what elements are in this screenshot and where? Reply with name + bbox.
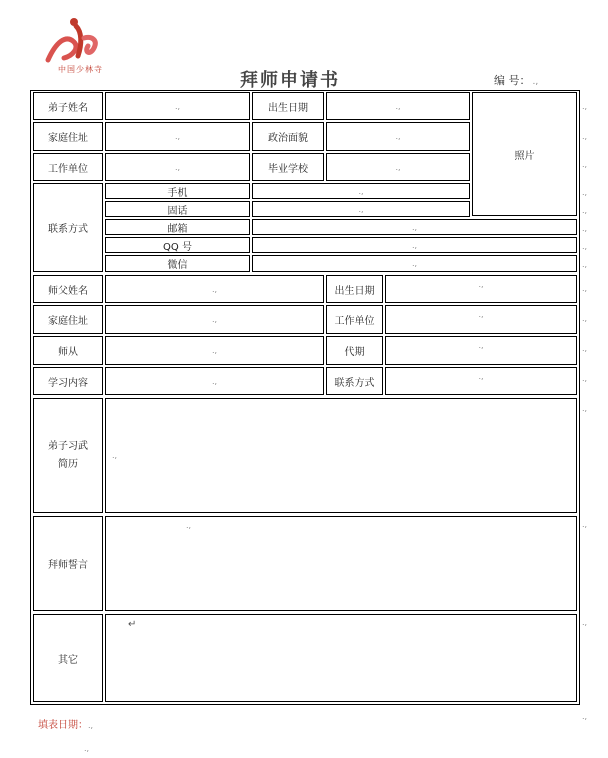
master-from-input[interactable]: ., — [105, 336, 324, 365]
master-birth-label: 出生日期 — [326, 275, 383, 303]
disciple-work-input[interactable]: ., — [105, 153, 250, 181]
contact-email-label: 邮箱 — [105, 219, 250, 235]
master-name-label: 师父姓名 — [33, 275, 103, 303]
row-end-mark: ., — [582, 618, 588, 627]
serial-blank: ., — [532, 77, 539, 87]
master-work-input[interactable]: ., — [385, 305, 577, 334]
row-end-mark: ., — [582, 284, 588, 293]
disciple-name-label: 弟子姓名 — [33, 92, 103, 120]
row-end-mark: ., — [582, 404, 588, 413]
contact-landline-input[interactable]: ., — [252, 201, 470, 217]
row-end-mark: ., — [582, 344, 588, 353]
disciple-name-input[interactable]: ., — [105, 92, 250, 120]
row-end-mark: ., — [582, 520, 588, 529]
row-end-mark: ., — [582, 712, 588, 721]
contact-email-input[interactable]: ., — [252, 219, 577, 235]
row-end-mark: ., — [582, 224, 588, 233]
row-end-mark: ., — [582, 242, 588, 251]
page-title: 拜师申请书 — [240, 70, 340, 91]
photo-box[interactable] — [472, 92, 577, 216]
oath-label: 拜师誓言 — [33, 516, 103, 611]
disciple-birth-label: 出生日期 — [252, 92, 324, 120]
other-label: 其它 — [33, 614, 103, 702]
paragraph-end-mark: ., — [84, 744, 90, 753]
serial-number-field[interactable] — [494, 72, 538, 88]
disciple-address-label: 家庭住址 — [33, 122, 103, 151]
training-history-input[interactable]: ., — [105, 398, 577, 513]
disciple-politics-label: 政治面貌 — [252, 122, 324, 151]
master-contact-label: 联系方式 — [326, 367, 383, 395]
row-end-mark: ., — [582, 206, 588, 215]
paragraph-mark-icon: ↵ — [128, 619, 137, 630]
master-birth-input[interactable]: ., — [385, 275, 577, 303]
row-end-mark: ., — [582, 260, 588, 269]
row-end-mark: ., — [582, 314, 588, 323]
master-name-input[interactable]: ., — [105, 275, 324, 303]
oath-input[interactable]: ., — [105, 516, 577, 611]
training-history-label-line2: 简历 — [58, 458, 78, 470]
contact-qq-input[interactable]: ., — [252, 237, 577, 253]
contact-wechat-label: 微信 — [105, 255, 250, 272]
disciple-address-input[interactable]: ., — [105, 122, 250, 151]
training-history-label — [33, 398, 103, 513]
disciple-school-label: 毕业学校 — [252, 153, 324, 181]
disciple-school-input[interactable]: ., — [326, 153, 470, 181]
study-content-input[interactable]: ., — [105, 367, 324, 395]
serial-label: 编 号： — [494, 74, 531, 87]
master-address-input[interactable]: ., — [105, 305, 324, 334]
master-work-label: 工作单位 — [326, 305, 383, 334]
contact-mobile-input[interactable]: ., — [252, 183, 470, 199]
master-generation-label: 代期 — [326, 336, 383, 365]
training-history-label-line1: 弟子习武 — [48, 440, 88, 452]
master-address-label: 家庭住址 — [33, 305, 103, 334]
logo-caption: 中国少林寺 — [58, 65, 103, 74]
master-contact-input[interactable]: ., — [385, 367, 577, 395]
row-end-mark: ., — [582, 132, 588, 141]
master-from-label: 师从 — [33, 336, 103, 365]
contact-wechat-input[interactable]: ., — [252, 255, 577, 272]
contact-qq-label: QQ 号 — [105, 237, 250, 253]
other-input[interactable] — [105, 614, 577, 702]
fill-date-blank: ., — [88, 721, 94, 730]
disciple-work-label: 工作单位 — [33, 153, 103, 181]
row-end-mark: ., — [582, 160, 588, 169]
study-content-label: 学习内容 — [33, 367, 103, 395]
contact-mobile-label: 手机 — [105, 183, 250, 199]
photo-label: 照片 — [514, 150, 535, 162]
disciple-contact-label: 联系方式 — [33, 183, 103, 272]
disciple-birth-input[interactable]: ., — [326, 92, 470, 120]
fill-date-field[interactable] — [38, 716, 93, 731]
fill-date-label: 填表日期： — [38, 720, 88, 731]
row-end-mark: ., — [582, 102, 588, 111]
row-end-mark: ., — [582, 374, 588, 383]
disciple-politics-input[interactable]: ., — [326, 122, 470, 151]
master-generation-input[interactable]: ., — [385, 336, 577, 365]
contact-landline-label: 固话 — [105, 201, 250, 217]
row-end-mark: ., — [582, 188, 588, 197]
